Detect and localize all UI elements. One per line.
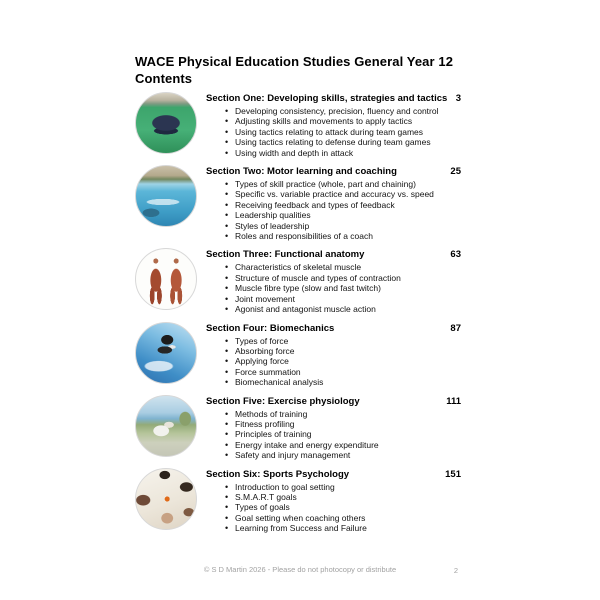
section-topic-list — [206, 262, 461, 314]
topic-item: • Methods of training — [225, 409, 461, 419]
section-heading: Section Four: Biomechanics — [206, 322, 335, 334]
topic-item: • Applying force — [225, 356, 461, 366]
section-heading: Section Five: Exercise physiology — [206, 395, 360, 407]
section-five-photo — [135, 395, 197, 457]
section-page-number: 151 — [445, 468, 461, 480]
page-title — [135, 53, 495, 87]
topic-item: • Types of skill practice (whole, part and chaining) — [225, 179, 461, 189]
section-topic-list — [206, 106, 461, 158]
section-three-photo — [135, 248, 197, 310]
section-page-number: 3 — [455, 93, 461, 104]
topic-item: • Joint movement — [225, 294, 461, 304]
section-page-number: 63 — [450, 249, 461, 261]
topic-item: • Styles of leadership — [225, 221, 461, 231]
topic-item: • Introduction to goal setting — [225, 482, 461, 492]
topic-item: • Absorbing force — [225, 346, 461, 356]
section-page-number: 111 — [446, 395, 461, 407]
topic-item: • S.M.A.R.T goals — [225, 492, 461, 502]
toc-entry-section-five — [135, 395, 461, 461]
section-heading: Section Two: Motor learning and coaching — [206, 166, 397, 178]
section-topic-list — [206, 482, 461, 534]
section-one-photo — [135, 92, 197, 154]
topic-item: • Safety and injury management — [225, 450, 461, 460]
section-page-number: 87 — [450, 322, 461, 334]
toc-entry-section-one — [135, 92, 461, 158]
topic-item: • Developing consistency, precision, fluency and control — [225, 106, 461, 116]
topic-item: • Structure of muscle and types of contraction — [225, 273, 461, 283]
topic-item: • Receiving feedback and types of feedback — [225, 200, 461, 210]
topic-item: • Roles and responsibilities of a coach — [225, 231, 461, 241]
section-page-number: 25 — [450, 166, 461, 178]
table-of-contents — [135, 92, 461, 541]
topic-item: • Energy intake and energy expenditure — [225, 440, 461, 450]
section-heading: Section One: Developing skills, strategies and tactics — [206, 93, 448, 104]
section-topic-list — [206, 336, 461, 388]
topic-item: • Learning from Success and Failure — [225, 523, 461, 533]
section-heading: Section Six: Sports Psychology — [206, 468, 350, 480]
toc-entry-section-three — [135, 248, 461, 314]
toc-entry-section-six — [135, 468, 461, 534]
section-topic-list — [206, 179, 461, 241]
topic-item: • Muscle fibre type (slow and fast twitch) — [225, 283, 461, 293]
page-title-line1: WACE Physical Education Studies General Year 12 — [135, 53, 454, 69]
topic-item: • Characteristics of skeletal muscle — [225, 262, 461, 272]
topic-item: • Force summation — [225, 367, 461, 377]
topic-item: • Using tactics relating to attack during team games — [225, 127, 461, 137]
topic-item: • Agonist and antagonist muscle action — [225, 304, 461, 314]
topic-item: • Types of force — [225, 336, 461, 346]
toc-entry-section-four — [135, 322, 461, 388]
section-topic-list — [206, 409, 461, 461]
footer-page-number: 2 — [453, 566, 459, 575]
section-six-photo — [135, 468, 197, 530]
topic-item: • Adjusting skills and movements to apply tactics — [225, 116, 461, 126]
topic-item: • Fitness profiling — [225, 419, 461, 429]
section-four-photo — [135, 322, 197, 384]
topic-item: • Types of goals — [225, 502, 461, 512]
section-two-photo — [135, 165, 197, 227]
topic-item: • Specific vs. variable practice and accuracy vs. speed — [225, 189, 461, 199]
page-title-line2: Contents — [135, 70, 193, 86]
topic-item: • Using tactics relating to defense during team games — [225, 137, 461, 147]
topic-item: • Leadership qualities — [225, 210, 461, 220]
footer-copyright: © S D Martin 2026 - Please do not photocopy or distribute — [203, 565, 397, 574]
topic-item: • Goal setting when coaching others — [225, 513, 461, 523]
topic-item: • Biomechanical analysis — [225, 377, 461, 387]
topic-item: • Principles of training — [225, 429, 461, 439]
topic-item: • Using width and depth in attack — [225, 148, 461, 158]
section-heading: Section Three: Functional anatomy — [206, 249, 365, 261]
toc-entry-section-two — [135, 165, 461, 241]
